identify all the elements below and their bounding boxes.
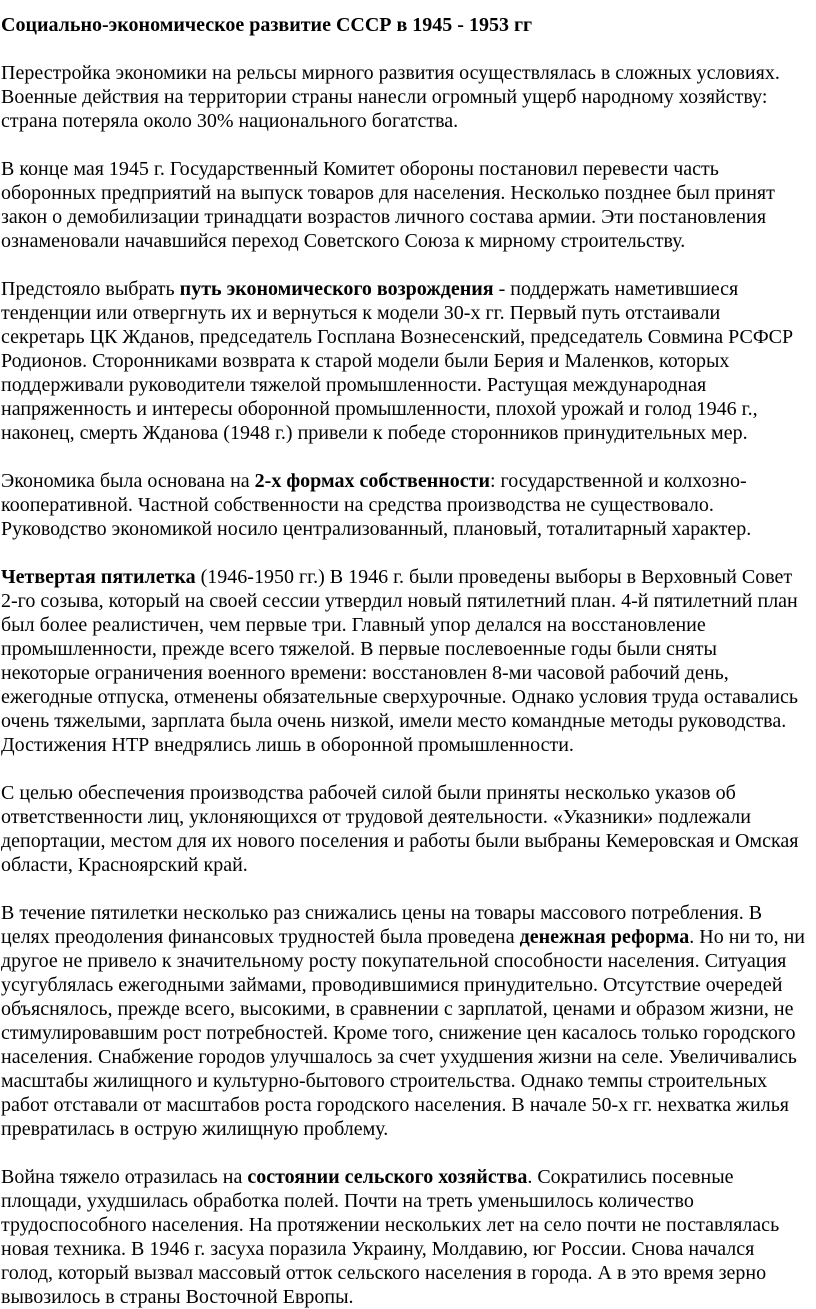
paragraph	[1, 901, 808, 1141]
text-run: (1946-1950 гг.) В 1946 г. были проведены выборы в Верховный Совет 2-го созыва, который на своей сессии утвердил новый пятилетний план. 4-й пятилетний план был более реалистичен, чем первые три. Главный упор делался на восстановление промышленности, прежде всего тяжелой. В первые послевоенные годы были сняты некоторые ограничения военного времени: восстановлен 8-ми часовой рабочий день, ежегодные отпуска, отменены обязательные сверхурочные. Однако условия труда оставались очень тяжелыми, зарплата была очень низкой, имели место командные методы руководства. Достижения НТР внедрялись лишь в оборонной промышленности.	[1, 566, 798, 756]
text-run: . Но ни то, ни другое не привело к значительному росту покупательной способности населения. Ситуация усугублялась ежегодными займами, проводившимися принудительно. Отсутствие очередей объяснялось, прежде всего, высокими, в сравнении с зарплатой, ценами и образом жизни, не стимулировавшим рост потребностей. Кроме того, снижение цен касалось только городского населения. Снабжение городов улучшалось за счет ухудшения жизни на селе. Увеличивались масштабы жилищного и культурно-бытового строительства. Однако темпы строительных работ отставали от масштабов роста городского населения. В начале 50-х гг. нехватка жилья превратилась в острую жилищную проблему.	[1, 926, 805, 1140]
text-run: Война тяжело отразилась на	[1, 1166, 248, 1188]
bold-phrase: состоянии сельского хозяйства	[247, 1166, 528, 1188]
paragraph	[1, 1165, 808, 1309]
paragraph	[1, 469, 808, 541]
bold-phrase: 2-х формах собственности	[254, 470, 490, 492]
bold-phrase: Четвертая пятилетка	[1, 566, 196, 588]
text-run: Предстояло выбрать	[1, 278, 180, 300]
text-run: - поддержать наметившиеся тенденции или отвергнуть их и вернуться к модели 30-х гг. Первый путь отстаивали секретарь ЦК Жданов, председатель Госплана Вознесенский, председатель Совмина РСФСР Родионов. Сторонниками возврата к старой модели были Берия и Маленков, которых поддерживали руководители тяжелой промышленности. Растущая международная напряженность и интересы оборонной промышленности, плохой урожай и голод 1946 г., наконец, смерть Жданова (1948 г.) привели к победе сторонников принудительных мер.	[1, 278, 794, 444]
text-run: : государственной и колхозно-кооперативной. Частной собственности на средства производства не существовало. Руководство экономикой носило централизованный, плановый, тоталитарный характер.	[1, 470, 752, 540]
text-run: В течение пятилетки несколько раз снижались цены на товары массового потребления. В целях преодоления финансовых трудностей была проведена	[1, 902, 763, 948]
text-run: Экономика была основана на	[1, 470, 255, 492]
paragraph	[1, 565, 808, 757]
document-title: Социально-экономическое развитие СССР в 1945 - 1953 гг	[1, 14, 533, 36]
text-run: С целью обеспечения производства рабочей силой были приняты несколько указов об ответственности лиц, уклоняющихся от трудовой деятельности. «Указники» подлежали депортации, местом для их нового поселения и работы были выбраны Кемеровская и Омская области, Красноярский край.	[1, 782, 799, 876]
bold-phrase: путь экономического возрождения	[179, 278, 494, 300]
document-body	[1, 61, 808, 1309]
paragraph	[1, 781, 808, 877]
text-run: Перестройка экономики на рельсы мирного развития осуществлялась в сложных условиях. Военные действия на территории страны нанесли огромный ущерб народному хозяйству: страна потеряла около 30% национального богатства.	[1, 62, 780, 132]
text-run: В конце мая 1945 г. Государственный Комитет обороны постановил перевести часть оборонных предприятий на выпуск товаров для населения. Несколько позднее был принят закон о демобилизации тринадцати возрастов личного состава армии. Эти постановления ознаменовали начавшийся переход Советского Союза к мирному строительству.	[1, 158, 775, 252]
bold-phrase: денежная реформа	[519, 926, 690, 948]
paragraph	[1, 157, 808, 253]
paragraph	[1, 277, 808, 445]
text-run: . Сократились посевные площади, ухудшилась обработка полей. Почти на треть уменьшилось количество трудоспособного населения. На протяжении нескольких лет на село почти не поставлялась новая техника. В 1946 г. засуха поразила Украину, Молдавию, юг России. Снова начался голод, который вызвал массовый отток сельского населения в города. А в это время зерно вывозилось в страны Восточной Европы.	[1, 1166, 780, 1308]
paragraph	[1, 61, 808, 133]
